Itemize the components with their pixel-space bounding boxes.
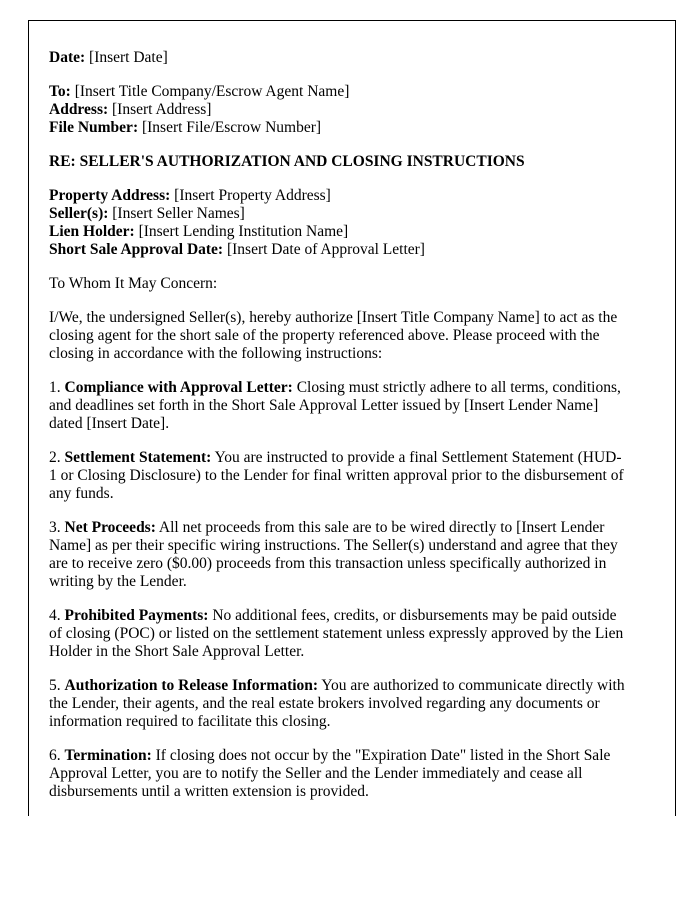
approval-date-label: Short Sale Approval Date:	[49, 241, 224, 258]
instruction-5	[49, 677, 629, 731]
salutation: To Whom It May Concern:	[49, 275, 218, 292]
property-address-line	[49, 187, 629, 205]
to-label: To:	[49, 83, 71, 100]
instruction-3-number: 3.	[49, 519, 61, 536]
instruction-6-number: 6.	[49, 747, 61, 764]
file-number-label: File Number:	[49, 119, 139, 136]
date-label: Date:	[49, 49, 86, 66]
to-value: [Insert Title Company/Escrow Agent Name]	[74, 83, 350, 100]
lien-holder-value: [Insert Lending Institution Name]	[138, 223, 349, 240]
subject-line: RE: SELLER'S AUTHORIZATION AND CLOSING INSTRUCTIONS	[49, 153, 525, 170]
address-line	[49, 101, 629, 119]
file-number-value: [Insert File/Escrow Number]	[141, 119, 322, 136]
instruction-3-text: All net proceeds from this sale are to be wired directly to [Insert Lender Name] as per their specific wiring instructions. The Seller(s) understand and agree that they are to receive zero ($0.00) proceeds from this transaction unless specifically authorized in writing by the Lender.	[49, 519, 618, 590]
property-address-label: Property Address:	[49, 187, 171, 204]
recipient-block	[49, 83, 629, 137]
instruction-1	[49, 379, 629, 433]
instruction-2	[49, 449, 629, 503]
instruction-3	[49, 519, 629, 591]
instruction-1-number: 1.	[49, 379, 61, 396]
instruction-5-text: You are authorized to communicate directly with the Lender, their agents, and the real estate brokers involved regarding any documents or information required to facilitate this closing.	[49, 677, 625, 730]
instruction-4	[49, 607, 629, 661]
instruction-2-number: 2.	[49, 449, 61, 466]
date-value: [Insert Date]	[89, 49, 168, 66]
instruction-1-text: Closing must strictly adhere to all terms, conditions, and deadlines set forth in the Short Sale Approval Letter issued by [Insert Lender Name] dated [Insert Date].	[49, 379, 621, 432]
instruction-2-label: Settlement Statement:	[64, 449, 212, 466]
approval-date-value: [Insert Date of Approval Letter]	[226, 241, 425, 258]
file-number-line	[49, 119, 629, 137]
address-value: [Insert Address]	[112, 101, 212, 118]
sellers-line	[49, 205, 629, 223]
instruction-6	[49, 747, 629, 801]
instruction-3-label: Net Proceeds:	[64, 519, 156, 536]
instruction-4-number: 4.	[49, 607, 61, 624]
address-label: Address:	[49, 101, 109, 118]
instruction-1-label: Compliance with Approval Letter:	[64, 379, 293, 396]
instruction-5-label: Authorization to Release Information:	[64, 677, 319, 694]
instruction-4-label: Prohibited Payments:	[64, 607, 209, 624]
sellers-label: Seller(s):	[49, 205, 109, 222]
property-details-block	[49, 187, 629, 259]
approval-date-line	[49, 241, 629, 259]
instruction-6-text: If closing does not occur by the "Expiration Date" listed in the Short Sale Approval Letter, you are to notify the Seller and the Lender immediately and cease all disbursements until a written extension is provided.	[49, 747, 611, 800]
document-frame	[28, 20, 676, 816]
instruction-5-number: 5.	[49, 677, 61, 694]
property-address-value: [Insert Property Address]	[174, 187, 331, 204]
to-line	[49, 83, 629, 101]
intro-paragraph: I/We, the undersigned Seller(s), hereby authorize [Insert Title Company Name] to act as the closing agent for the short sale of the property referenced above. Please proceed with the closing in accordance with the following instructions:	[49, 309, 618, 362]
sellers-value: [Insert Seller Names]	[112, 205, 245, 222]
instruction-4-text: No additional fees, credits, or disbursements may be paid outside of closing (POC) or listed on the settlement statement unless expressly approved by the Lien Holder in the Short Sale Approval Letter.	[49, 607, 624, 660]
lien-holder-label: Lien Holder:	[49, 223, 135, 240]
lien-holder-line	[49, 223, 629, 241]
instruction-2-text: You are instructed to provide a final Settlement Statement (HUD-1 or Closing Disclosure) to the Lender for final written approval prior to the disbursement of any funds.	[49, 449, 624, 502]
instruction-6-label: Termination:	[64, 747, 152, 764]
date-line	[49, 49, 629, 67]
